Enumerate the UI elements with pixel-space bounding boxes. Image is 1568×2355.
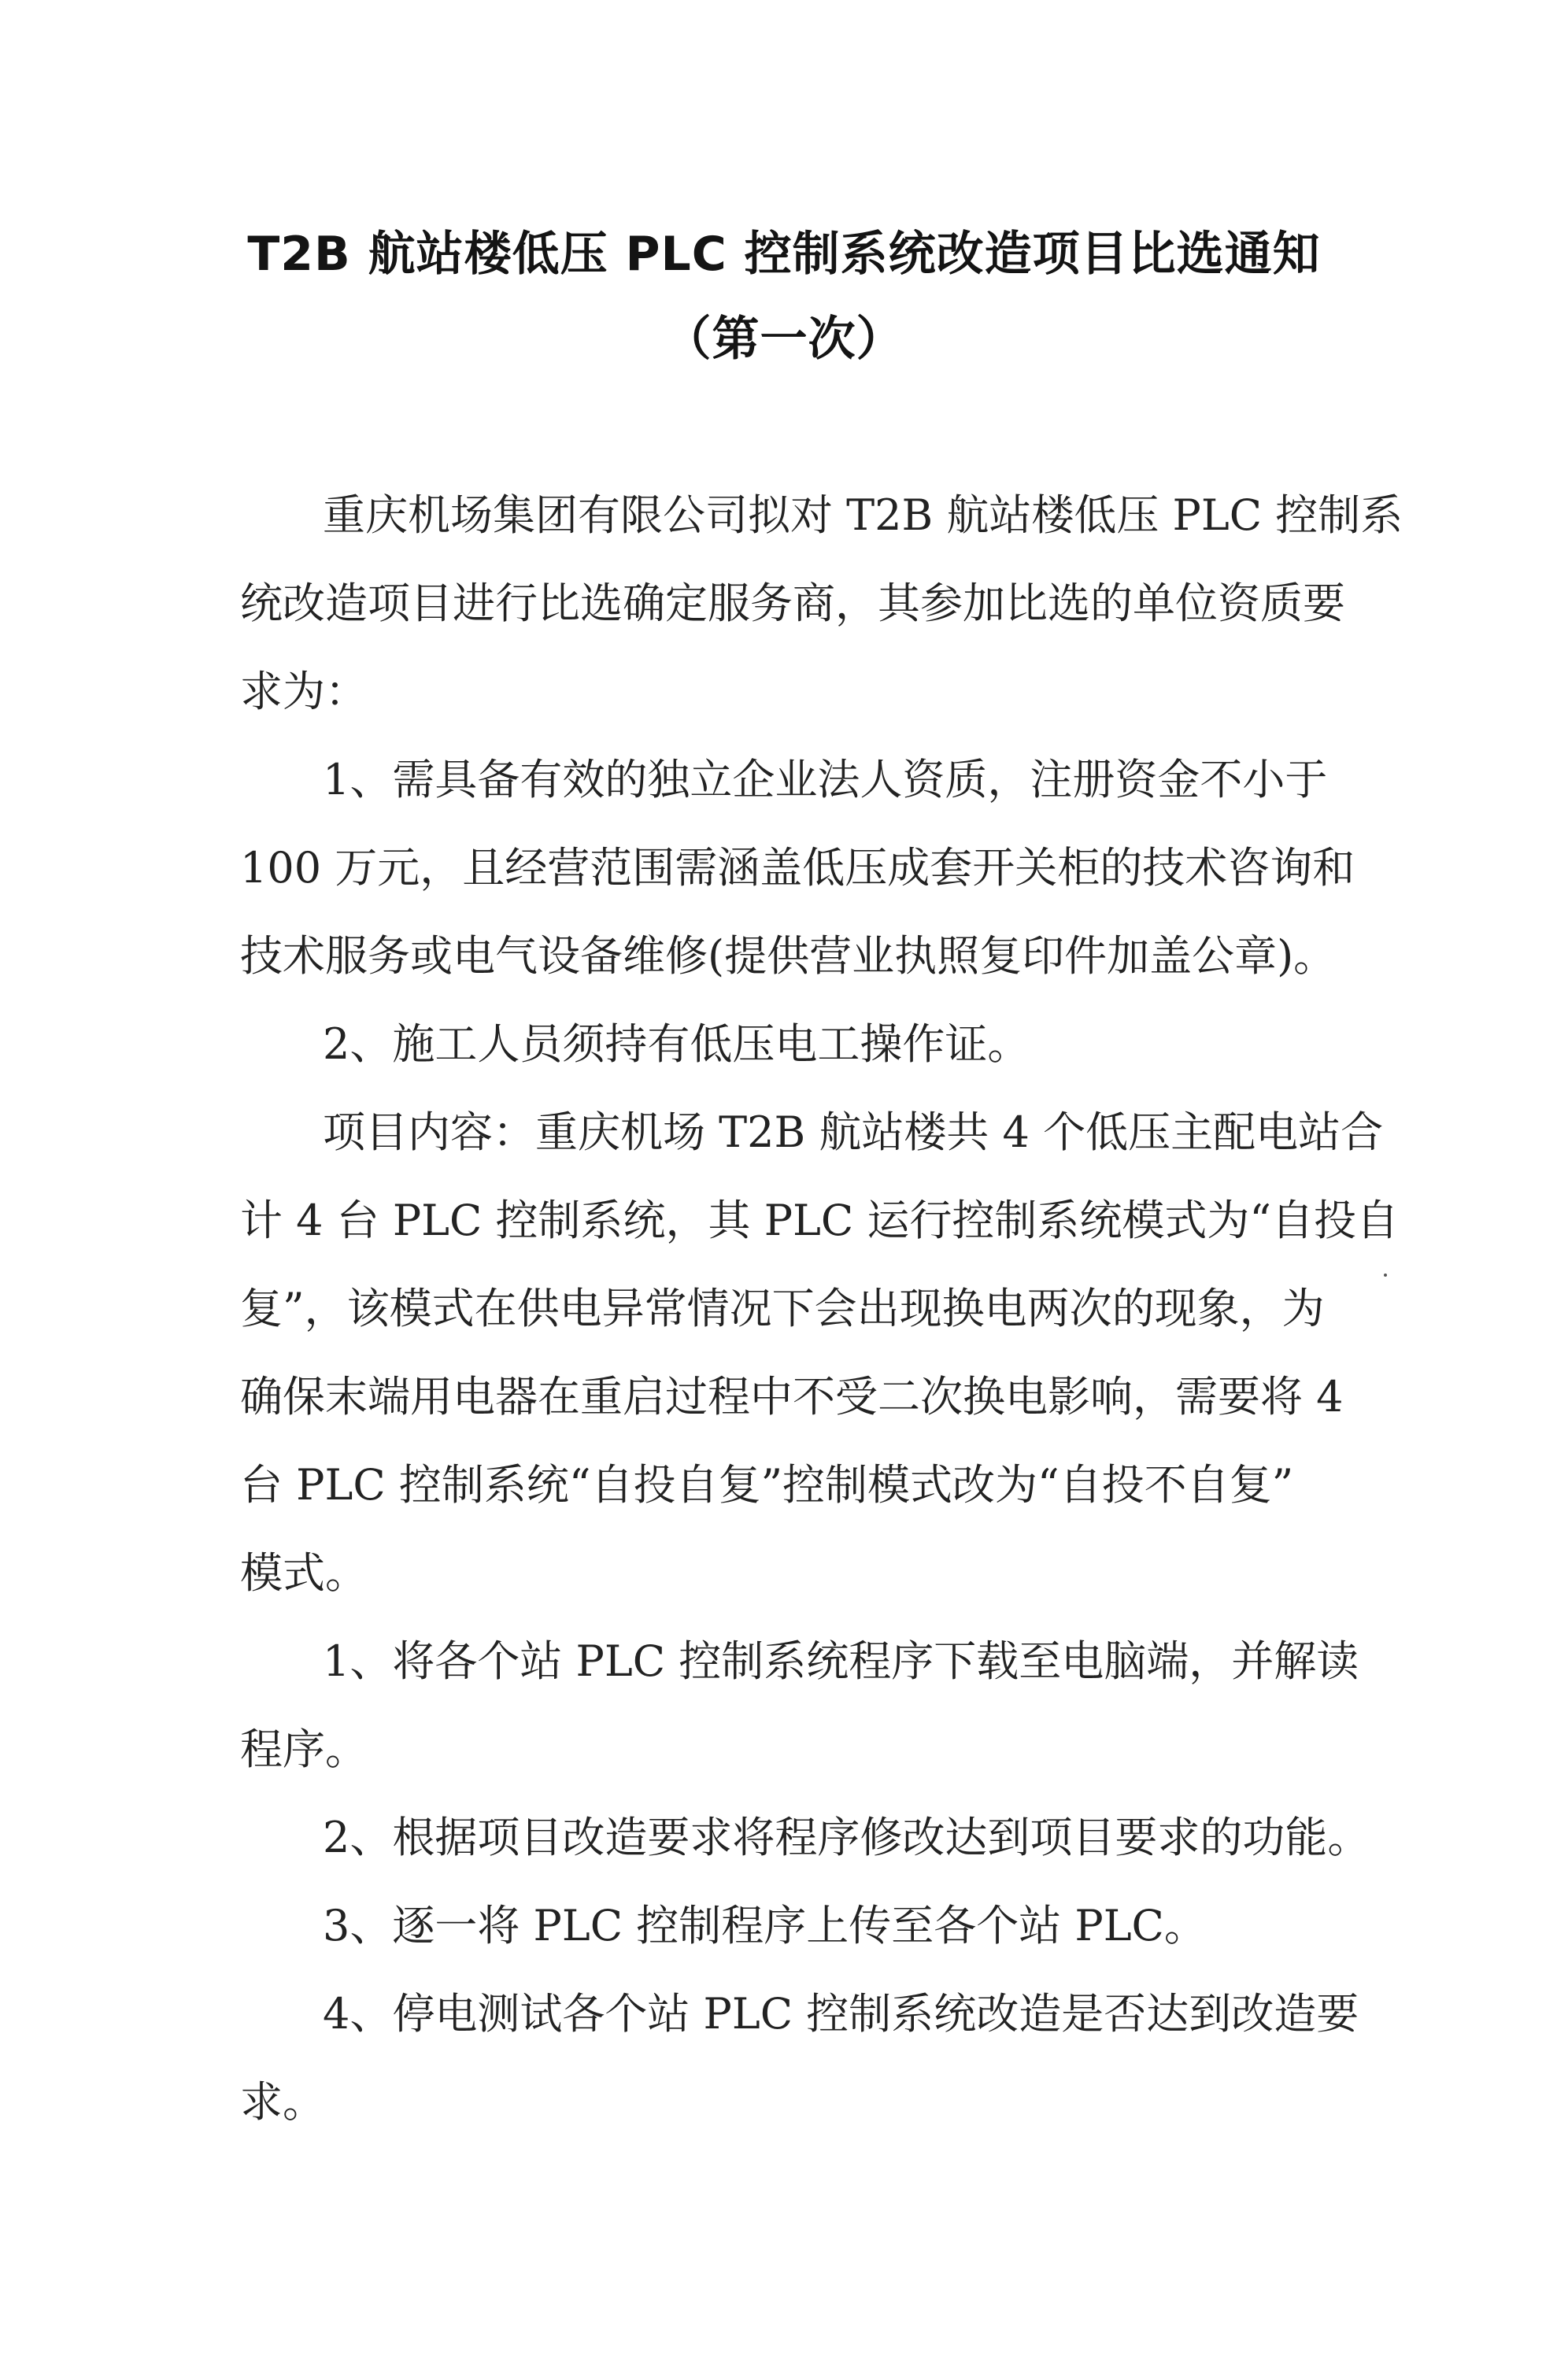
body-line: 复”，该模式在供电异常情况下会出现换电两次的现象，为	[240, 1284, 1325, 1333]
body-line: 求为：	[240, 667, 368, 716]
body-line: 1、将各个站 PLC 控制系统程序下载至电脑端，并解读	[323, 1636, 1359, 1686]
body-line: 模式。	[240, 1548, 368, 1598]
body-line: 3、逐一将 PLC 控制程序上传至各个站 PLC。	[323, 1901, 1207, 1950]
body-line: 2、根据项目改造要求将程序修改达到项目要求的功能。	[323, 1813, 1370, 1862]
body-line: 程序。	[240, 1725, 368, 1774]
body-line: 台 PLC 控制系统“自投自复”控制模式改为“自投不自复”	[240, 1460, 1294, 1510]
document-title: T2B 航站楼低压 PLC 控制系统改造项目比选通知	[247, 227, 1321, 282]
body-line: 计 4 台 PLC 控制系统，其 PLC 运行控制系统模式为“自投自	[240, 1196, 1399, 1245]
body-line: 100 万元，且经营范围需涵盖低压成套开关柜的技术咨询和	[240, 843, 1355, 893]
scan-speck	[1384, 1274, 1387, 1277]
body-line: 确保末端用电器在重启过程中不受二次换电影响，需要将 4	[240, 1372, 1344, 1422]
document-subtitle: （第一次）	[664, 312, 904, 367]
body-line: 求。	[240, 2077, 325, 2127]
body-line: 2、施工人员须持有低压电工操作证。	[323, 1019, 1030, 1069]
body-line: 项目内容：重庆机场 T2B 航站楼共 4 个低压主配电站合	[323, 1107, 1384, 1157]
body-line: 统改造项目进行比选确定服务商，其参加比选的单位资质要	[240, 579, 1345, 628]
body-line: 4、停电测试各个站 PLC 控制系统改造是否达到改造要	[323, 1989, 1359, 2039]
body-line: 重庆机场集团有限公司拟对 T2B 航站楼低压 PLC 控制系	[323, 490, 1403, 540]
body-line: 技术服务或电气设备维修(提供营业执照复印件加盖公章)。	[240, 931, 1337, 981]
body-line: 1、需具备有效的独立企业法人资质，注册资金不小于	[323, 755, 1328, 804]
